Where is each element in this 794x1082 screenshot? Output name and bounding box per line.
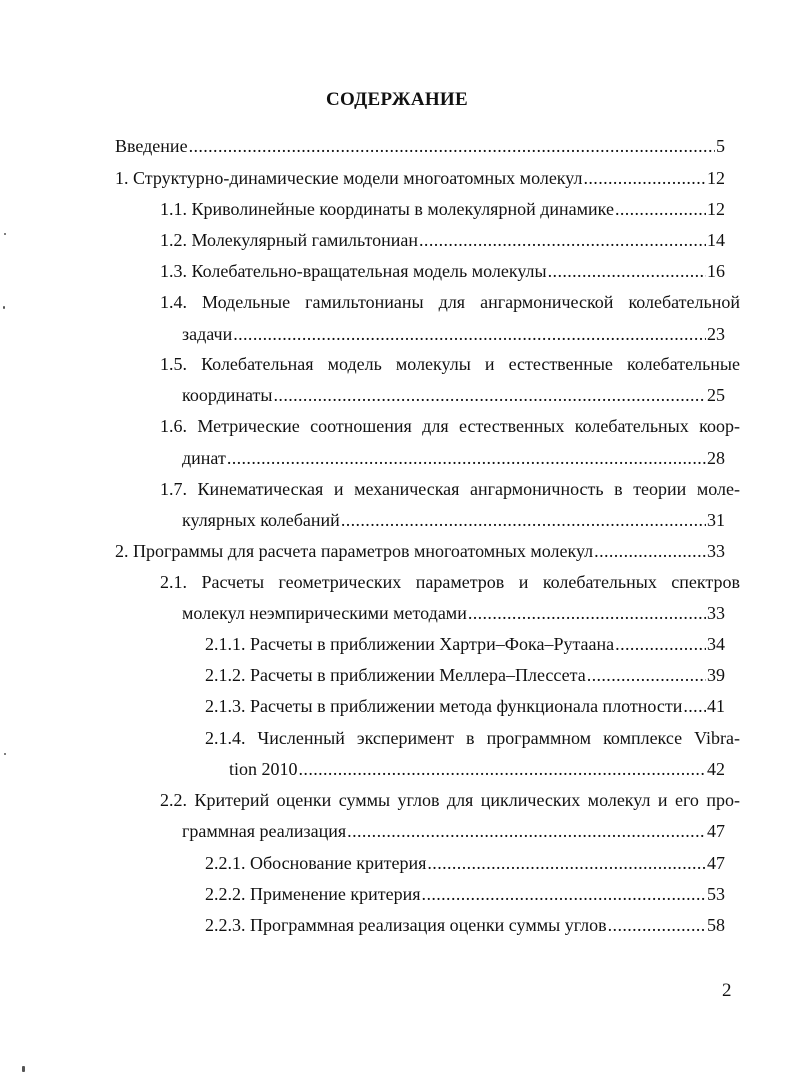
toc-entry-2-1-4-line1: 2.1.4. Численный эксперимент в программном комплексе Vibra-: [205, 728, 740, 748]
toc-entry-1-5: [182, 384, 725, 406]
dot-leader: [608, 914, 706, 936]
scan-speck: [22, 1066, 25, 1072]
toc-entry-1-7: [182, 509, 725, 531]
toc-page-number: 33: [707, 603, 725, 623]
toc-page-number: 16: [707, 261, 725, 281]
dot-leader: [615, 198, 706, 220]
toc-page-number: 12: [707, 168, 725, 188]
toc-page-number: 47: [707, 853, 725, 873]
toc-entry-2-2-1: [205, 852, 725, 874]
toc-page-number: 41: [707, 696, 725, 716]
dot-leader: [233, 323, 706, 345]
toc-page-number: 28: [707, 448, 725, 468]
dot-leader: [341, 509, 706, 531]
toc-entry-1-5-line1: 1.5. Колебательная модель молекулы и естественные колебательные: [160, 354, 740, 374]
dot-leader: [299, 758, 706, 780]
toc-entry-2-1-2: [205, 664, 725, 686]
toc-page-number: 31: [707, 510, 725, 530]
toc-entry-2-1-4: [229, 758, 725, 780]
toc-entry-2-1: [182, 602, 725, 624]
toc-page-number: 5: [716, 136, 725, 156]
toc-entry-chapter-2: [115, 540, 725, 562]
scan-speck: [4, 753, 6, 755]
toc-entry-title: 2. Программы для расчета параметров многоатомных молекул: [115, 541, 594, 561]
dot-leader: [683, 695, 706, 717]
dot-leader: [347, 820, 706, 842]
toc-entry-2-1-line1: 2.1. Расчеты геометрических параметров и колебательных спектров: [160, 572, 740, 592]
toc-page-number: 42: [707, 759, 725, 779]
toc-page-number: 47: [707, 821, 725, 841]
toc-entry-1-6: [182, 447, 725, 469]
dot-leader: [419, 229, 706, 251]
toc-entry-title: 2.2.3. Программная реализация оценки суммы углов: [205, 915, 607, 935]
toc-entry-title: задачи: [182, 324, 233, 344]
toc-page-number: 34: [707, 634, 725, 654]
toc-page-number: 33: [707, 541, 725, 561]
toc-page-number: 58: [707, 915, 725, 935]
toc-page-number: 23: [707, 324, 725, 344]
toc-page-number: 12: [707, 199, 725, 219]
dot-leader: [587, 664, 706, 686]
toc-entry-title: динат: [182, 448, 226, 468]
dot-leader: [422, 883, 706, 905]
toc-entry-title: 2.1.2. Расчеты в приближении Меллера–Плессета: [205, 665, 586, 685]
page-title: СОДЕРЖАНИЕ: [326, 89, 468, 110]
toc-entry-2-1-1: [205, 633, 725, 655]
toc-entry-1-3: [160, 260, 725, 282]
toc-entry-1-4-line1: 1.4. Модельные гамильтонианы для ангармонической колебательной: [160, 292, 740, 312]
toc-entry-2-2-line1: 2.2. Критерий оценки суммы углов для циклических молекул и его про-: [160, 790, 740, 810]
toc-entry-title: 2.1.1. Расчеты в приближении Хартри–Фока–Рутаана: [205, 634, 615, 654]
toc-entry-1-2: [160, 229, 725, 251]
dot-leader: [189, 135, 715, 157]
toc-entry-1-6-line1: 1.6. Метрические соотношения для естественных колебательных коор-: [160, 416, 740, 436]
toc-page-number: 25: [707, 385, 725, 405]
toc-entry-title: 1. Структурно-динамические модели многоатомных молекул: [115, 168, 583, 188]
toc-entry-title: кулярных колебаний: [182, 510, 340, 530]
toc-entry-title: 2.2.1. Обоснование критерия: [205, 853, 427, 873]
toc-entry-chapter-1: [115, 167, 725, 189]
toc-entry-title: 1.2. Молекулярный гамильтониан: [160, 230, 419, 250]
toc-entry-1-7-line1: 1.7. Кинематическая и механическая ангармоничность в теории моле-: [160, 479, 740, 499]
dot-leader: [227, 447, 706, 469]
toc-entry-title: 2.2.2. Применение критерия: [205, 884, 421, 904]
page-number: 2: [722, 980, 732, 1001]
scan-speck: [3, 306, 5, 309]
toc-entry-title: граммная реализация: [182, 821, 347, 841]
toc-entry-title: координаты: [182, 385, 273, 405]
toc-entry-2-2: [182, 820, 725, 842]
toc-entry-title: tion 2010: [229, 759, 298, 779]
toc-entry-title: Введение: [115, 136, 188, 156]
toc-entry-2-2-3: [205, 914, 725, 936]
dot-leader: [615, 633, 706, 655]
dot-leader: [427, 852, 706, 874]
toc-entry-2-2-2: [205, 883, 725, 905]
toc-page-number: 39: [707, 665, 725, 685]
dot-leader: [274, 384, 706, 406]
toc-entry-title: 1.3. Колебательно-вращательная модель молекулы: [160, 261, 547, 281]
toc-entry-1-1: [160, 198, 725, 220]
dot-leader: [594, 540, 706, 562]
toc-page-number: 53: [707, 884, 725, 904]
toc-entry-title: 2.1.3. Расчеты в приближении метода функционала плотности: [205, 696, 683, 716]
toc-entry-intro: [115, 135, 725, 157]
toc-page-number: 14: [707, 230, 725, 250]
toc-entry-2-1-3: [205, 695, 725, 717]
toc-entry-1-4: [182, 323, 725, 345]
toc-entry-title: молекул неэмпирическими методами: [182, 603, 467, 623]
dot-leader: [584, 167, 707, 189]
scan-speck: [4, 233, 6, 235]
dot-leader: [548, 260, 706, 282]
dot-leader: [468, 602, 706, 624]
toc-entry-title: 1.1. Криволинейные координаты в молекулярной динамике: [160, 199, 614, 219]
